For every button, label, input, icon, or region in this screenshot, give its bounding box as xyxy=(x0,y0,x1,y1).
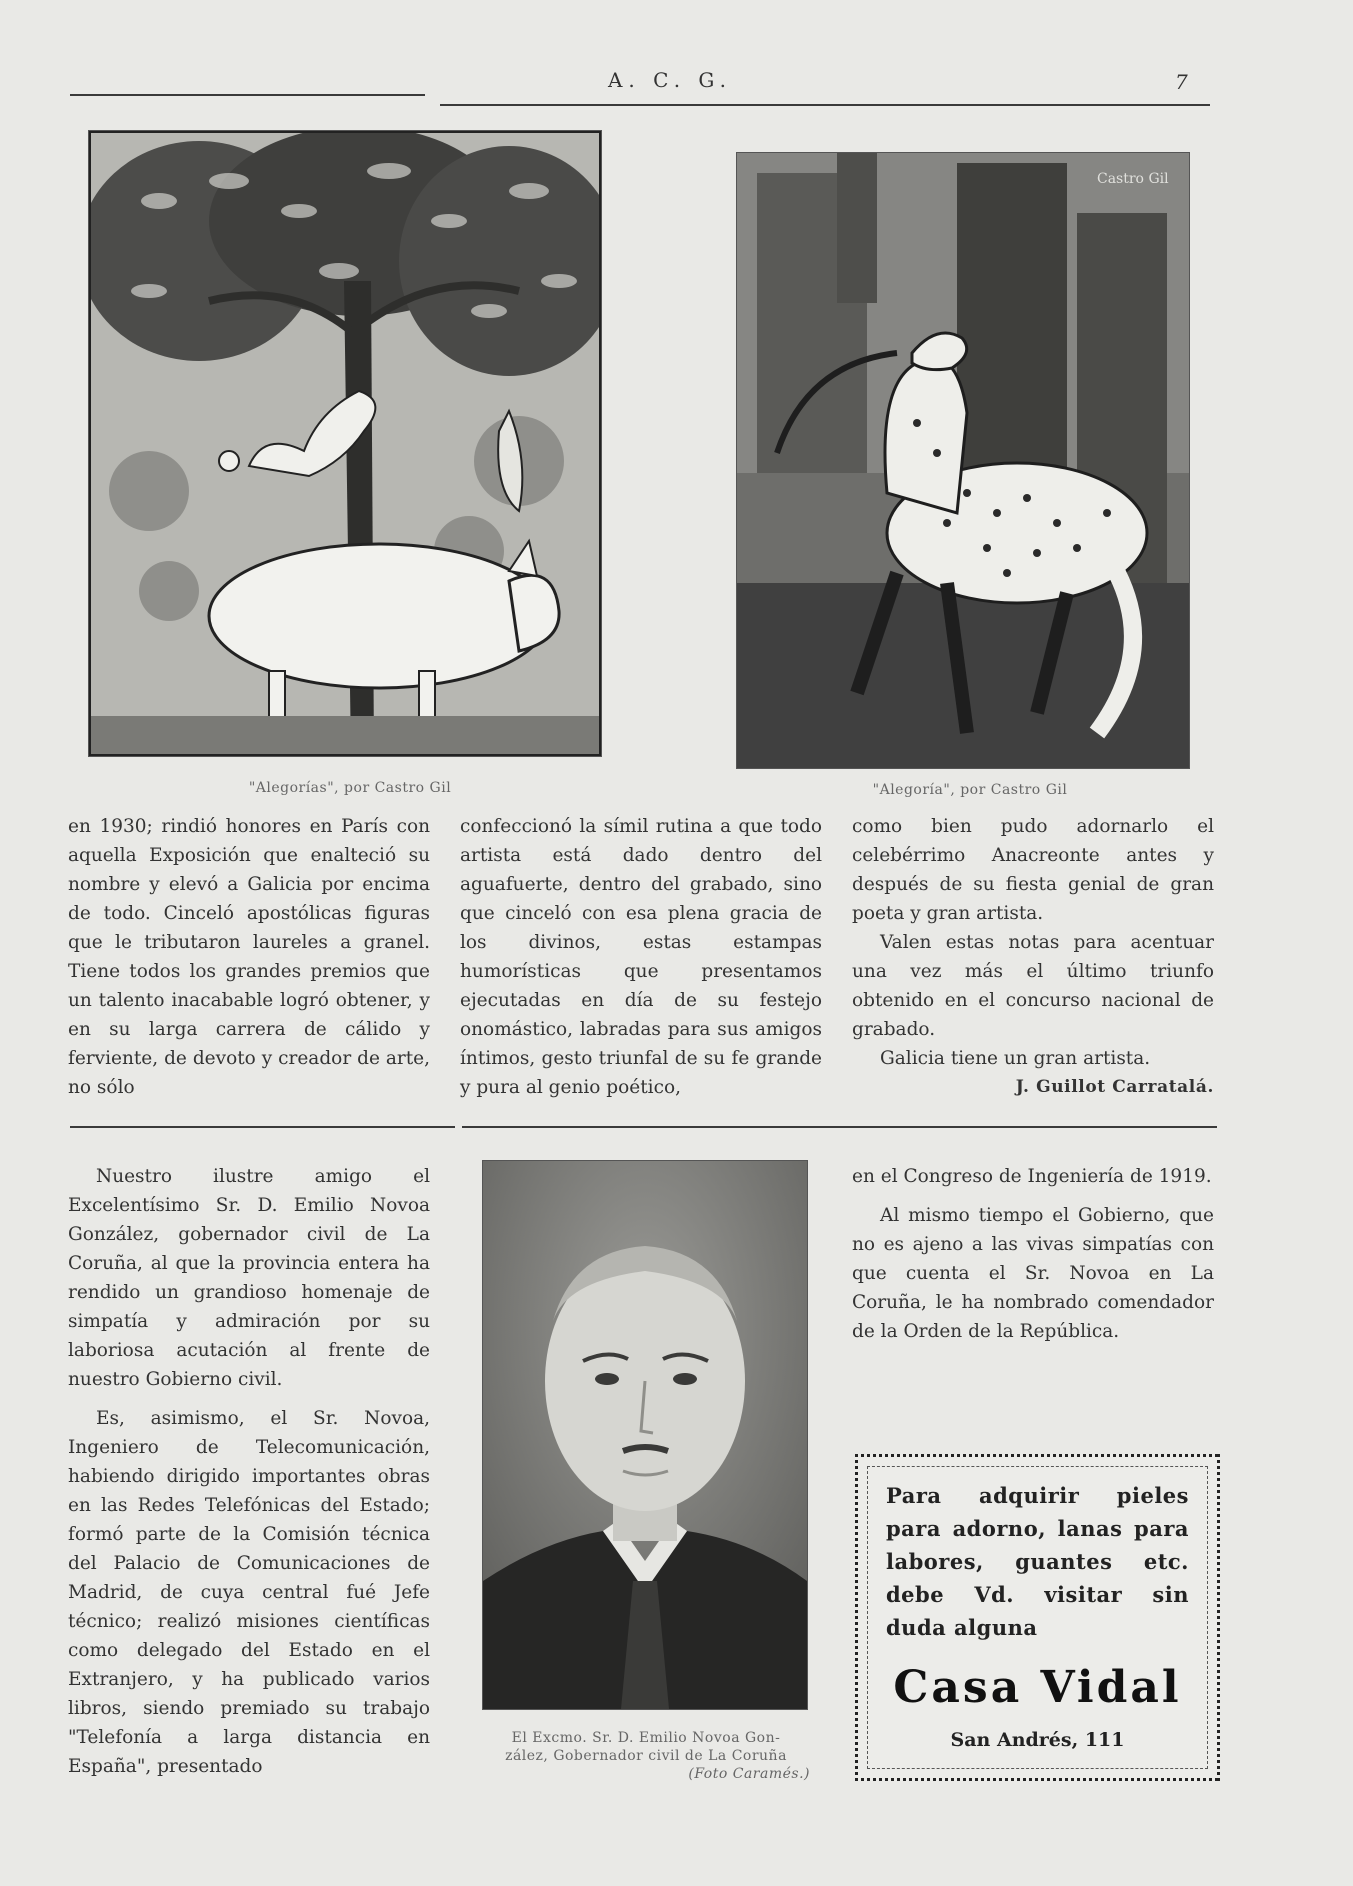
article1-col3-p1: como bien pudo adornarlo el celebérrimo Anacreonte antes y después de su fiesta genial de gran poeta y gran artista. xyxy=(852,816,1214,924)
article1-column3 xyxy=(852,812,1214,1102)
article1-col3-p3: Galicia tiene un gran artista. xyxy=(880,1048,1151,1069)
article2-column1 xyxy=(68,1162,430,1781)
magazine-title: A. C. G. xyxy=(607,68,733,92)
casa-vidal-advertisement xyxy=(855,1454,1220,1781)
alegoria-illustration xyxy=(736,152,1190,769)
alegorias-drawing xyxy=(89,131,601,756)
advertisement-text: Para adquirir pieles para adorno, lanas para labores, guantes etc. debe Vd. visitar sin duda alguna xyxy=(886,1483,1189,1640)
alegorias-illustration xyxy=(88,130,602,757)
article2-col3-p2: Al mismo tiempo el Gobierno, que no es ajeno a las vivas simpatías con que cuenta el Sr. Novoa en La Coruña, le ha nombrado comendador de la Orden de la República. xyxy=(852,1205,1214,1342)
article2-col3-p1: en el Congreso de Ingeniería de 1919. xyxy=(852,1166,1212,1187)
article1-col2-text: confeccionó la símil rutina a que todo artista está dado dentro del aguafuerte, dentro del grabado, sino que cinceló con esa plena gracia de los divinos, estas estampas humorísticas que presentamos ejecutadas en día de su festejo onomástico, labradas para sus amigos íntimos, gesto triunfal de su fe grande y pura al genio poético, xyxy=(460,816,822,1098)
novoa-portrait-photo xyxy=(482,1160,808,1710)
alegoria-caption: "Alegoría", por Castro Gil xyxy=(872,782,1068,798)
section-divider-left xyxy=(70,1126,455,1128)
header-rule-left xyxy=(70,94,425,96)
advertisement-address: San Andrés, 111 xyxy=(950,1729,1125,1751)
article1-column2 xyxy=(460,812,822,1102)
article1-column1 xyxy=(68,812,430,1102)
section-divider-right xyxy=(462,1126,1217,1128)
portrait-caption-credit: (Foto Caramés.) xyxy=(688,1766,810,1782)
article1-col1-text: en 1930; rindió honores en París con aquella Exposición que enalteció su nombre y elevó a Galicia por encima de todo. Cinceló apostólicas figuras que le tributaron laureles a granel. Tiene todos los grandes premios que un talento inacabable logró obtener, y en su larga carrera de cálido y ferviente, de devoto y creador de arte, no sólo xyxy=(68,816,430,1098)
portrait-drawing xyxy=(483,1161,807,1709)
page-number: 7 xyxy=(1175,70,1188,94)
article1-signature: J. Guillot Carratalá. xyxy=(1015,1077,1214,1097)
alegoria-drawing xyxy=(737,153,1189,768)
portrait-caption-line2: zález, Gobernador civil de La Coruña xyxy=(505,1748,787,1764)
article2-column3 xyxy=(852,1162,1214,1346)
advertisement-shop-name: Casa Vidal xyxy=(893,1662,1182,1713)
article2-col1-p2: Es, asimismo, el Sr. Novoa, Ingeniero de Telecomunicación, habiendo dirigido importantes obras en las Redes Telefónicas del Estado; formó parte de la Comisión técnica del Palacio de Comunicaciones de Madrid, de cuya central fué Jefe técnico; realizó misiones científicas como delegado del Estado en el Extranjero, y ha publicado varios libros, siendo premiado su trabajo "Telefonía a larga distancia en España", presentado xyxy=(68,1408,430,1777)
portrait-caption-line1: El Excmo. Sr. D. Emilio Novoa Gon- xyxy=(511,1730,781,1746)
advertisement-inner-frame xyxy=(867,1466,1208,1769)
article1-col3-p2: Valen estas notas para acentuar una vez más el último triunfo obtenido en el concurso nacional de grabado. xyxy=(852,932,1214,1040)
artist-signature: Castro Gil xyxy=(1097,171,1169,187)
alegorias-caption: "Alegorías", por Castro Gil xyxy=(248,780,452,796)
header-rule-right xyxy=(440,104,1210,106)
article2-col1-p1: Nuestro ilustre amigo el Excelentísimo Sr. D. Emilio Novoa González, gobernador civil de La Coruña, al que la provincia entera ha rendido un grandioso homenaje de simpatía y admiración por su laboriosa acutación al frente de nuestro Gobierno civil. xyxy=(68,1166,430,1390)
